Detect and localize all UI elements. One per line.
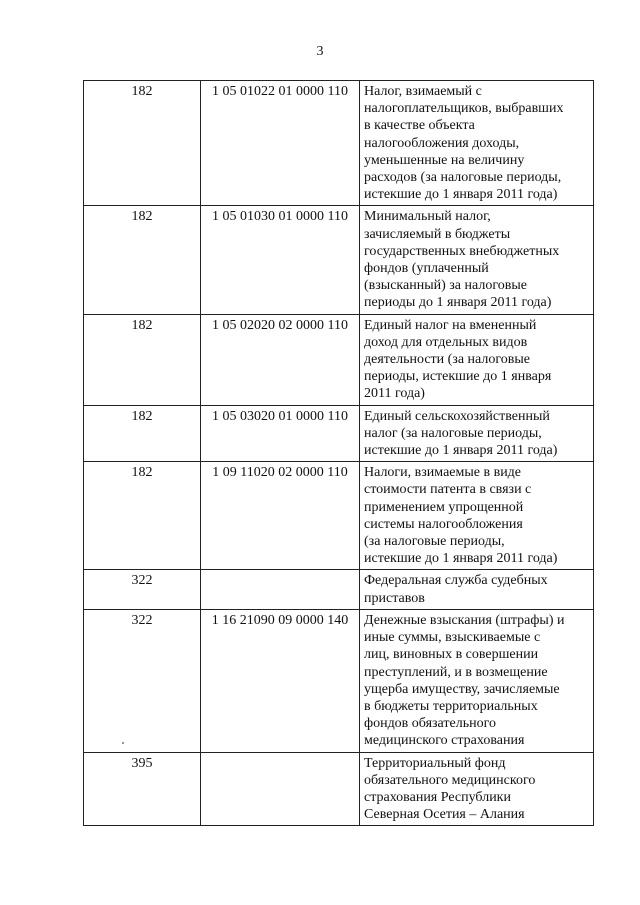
table-row xyxy=(84,314,594,405)
scan-speck xyxy=(122,742,124,744)
name-line: фондов обязательного xyxy=(364,716,496,732)
name-line: лиц, виновных в совершении xyxy=(364,647,539,663)
table-row xyxy=(84,206,594,314)
name-line: иные суммы, взыскиваемые с xyxy=(364,630,541,646)
table-row xyxy=(84,405,594,462)
admin-code-cell: 182 xyxy=(84,206,201,314)
budget-code-cell: 1 05 03020 01 0000 110 xyxy=(201,405,360,462)
budget-code-cell: 1 16 21090 09 0000 140 xyxy=(201,609,360,752)
name-line: расходов (за налоговые периоды, xyxy=(364,170,562,186)
admin-code-cell: 322 xyxy=(84,570,201,609)
budget-code-cell xyxy=(201,570,360,609)
table-row xyxy=(84,570,594,609)
name-line: Единый налог на вмененный xyxy=(364,317,537,333)
name-line: в качестве объекта xyxy=(364,118,475,134)
income-name-cell xyxy=(360,752,594,826)
income-name-cell xyxy=(360,609,594,752)
budget-code-cell: 1 05 02020 02 0000 110 xyxy=(201,314,360,405)
admin-code-cell: 182 xyxy=(84,81,201,206)
admin-code-cell: 395 xyxy=(84,752,201,826)
name-line: периоды, истекшие до 1 января xyxy=(364,369,552,385)
budget-code-cell: 1 05 01022 01 0000 110 xyxy=(201,81,360,206)
name-line: 2011 года) xyxy=(364,386,425,402)
name-line: страхования Республики xyxy=(364,789,511,805)
name-line: налогообложения доходы, xyxy=(364,135,520,151)
name-line: обязательного медицинского xyxy=(364,772,536,788)
name-line: применением упрощенной xyxy=(364,499,524,515)
page-number: 3 xyxy=(316,44,324,59)
name-line: государственных внебюджетных xyxy=(364,243,560,259)
name-line: периоды до 1 января 2011 года) xyxy=(364,295,552,311)
name-line: стоимости патента в связи с xyxy=(364,482,532,498)
name-line: Северная Осетия – Алания xyxy=(364,807,525,823)
name-line: налогоплательщиков, выбравших xyxy=(364,101,564,117)
income-name-cell xyxy=(360,405,594,462)
name-line: Минимальный налог, xyxy=(364,209,491,225)
name-line: Федеральная служба судебных xyxy=(364,573,548,589)
name-line: истекшие до 1 января 2011 года) xyxy=(364,187,558,203)
name-line: истекшие до 1 января 2011 года) xyxy=(364,443,558,459)
name-line: системы налогообложения xyxy=(364,516,523,532)
name-line: (взысканный) за налоговые xyxy=(364,278,527,294)
name-line: деятельности (за налоговые xyxy=(364,352,530,368)
name-line: истекшие до 1 января 2011 года) xyxy=(364,551,558,567)
budget-codes-table xyxy=(83,80,594,826)
table-row xyxy=(84,752,594,826)
name-line: фондов (уплаченный xyxy=(364,261,489,277)
name-line: налог (за налоговые периоды, xyxy=(364,425,542,441)
budget-code-cell: 1 09 11020 02 0000 110 xyxy=(201,462,360,570)
name-line: зачисляемый в бюджеты xyxy=(364,226,511,242)
name-line: преступлений, и в возмещение xyxy=(364,664,548,680)
admin-code-cell: 322 xyxy=(84,609,201,752)
admin-code-cell: 182 xyxy=(84,462,201,570)
table-row xyxy=(84,462,594,570)
name-line: медицинского страхования xyxy=(364,733,525,749)
name-line: ущерба имуществу, зачисляемые xyxy=(364,681,560,697)
income-name-cell xyxy=(360,462,594,570)
name-line: в бюджеты территориальных xyxy=(364,698,538,714)
name-line: уменьшенные на величину xyxy=(364,152,525,168)
income-name-cell xyxy=(360,570,594,609)
name-line: Единый сельскохозяйственный xyxy=(364,408,550,424)
name-line: Налог, взимаемый с xyxy=(364,84,482,99)
income-name-cell xyxy=(360,206,594,314)
name-line: Территориальный фонд xyxy=(364,755,506,771)
name-line: Денежные взыскания (штрафы) и xyxy=(364,612,565,628)
admin-code-cell: 182 xyxy=(84,405,201,462)
name-line: Налоги, взимаемые в виде xyxy=(364,465,522,481)
admin-code-cell: 182 xyxy=(84,314,201,405)
name-line: (за налоговые периоды, xyxy=(364,534,505,550)
name-line: доход для отдельных видов xyxy=(364,334,528,350)
table-row xyxy=(84,609,594,752)
income-name-cell xyxy=(360,81,594,206)
budget-code-cell xyxy=(201,752,360,826)
budget-code-cell: 1 05 01030 01 0000 110 xyxy=(201,206,360,314)
table-row xyxy=(84,81,594,206)
name-line: приставов xyxy=(364,590,425,606)
income-name-cell xyxy=(360,314,594,405)
